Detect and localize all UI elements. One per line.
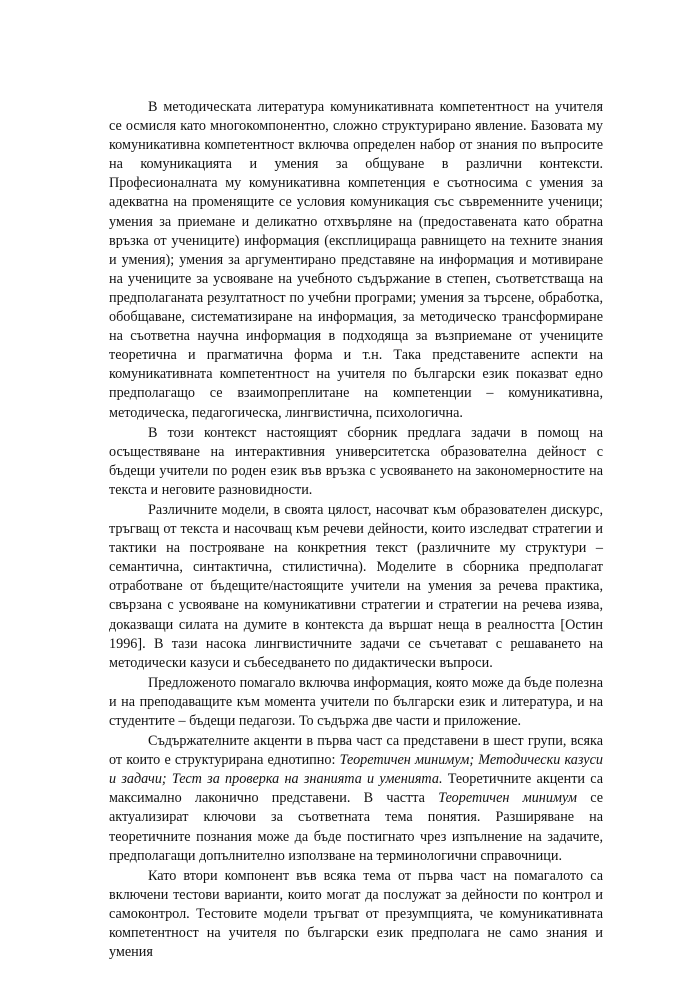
italic-text-run: Теоретичен минимум (438, 790, 577, 807)
text-run: Теоретичните акценти са максимално лаконично представени. В частта (109, 771, 604, 807)
paragraph (109, 501, 603, 673)
text-run: В този контекст настоящият сборник предлага задачи в помощ на осъществяване на интерактивния университетска образователна дейност с бъдещи учители по роден език във връзка с усвояването на закономерностите на текста и неговите разновидности. (109, 424, 603, 498)
text-run: Като втори компонент във всяка тема от първа част на помагалото са включени тестови варианти, които могат да послужат за дейности по контрол и самоконтрол. Тестовите модели тръгват от презумпцията, че комуникативната компетентност на учителя по български език предполага не само знания и умения (109, 867, 603, 961)
paragraph (109, 674, 603, 731)
paragraph (109, 98, 603, 423)
paragraph (109, 424, 603, 500)
italic-text-run: Теоретичен минимум; Методически казуси и задачи; Тест за проверка на знанията и уменията. (109, 752, 603, 788)
text-run: се актуализират ключови за съответната тема понятия. Разширяване на теоретичните познания може да бъде постигнато чрез изпълнение на задачите, предполагащи допълнително използване на терминологични справочници. (109, 790, 603, 864)
body-text (109, 98, 603, 962)
text-run: Съдържателните акценти в първа част са представени в шест групи, всяка от които е структурирана еднотипно: (109, 733, 603, 769)
paragraph (109, 732, 603, 866)
text-run: В методическата литература комуникативната компетентност на учителя се осмисля като многокомпонентно, сложно структурирано явление. Базовата му комуникативна компетентност включва определен набор от знания по въпросите на комуникацията и умения за общуване в различни контексти. Професионалната му комуникативна компетенция е съотносима с умения за адекватна на променящите се условия комуникация със съвременните ученици; умения за приемане и деликатно отхвърляне на (предоставената като обратна връзка от учениците) информация (експлицираща равнището на техните знания и умения); умения за аргументирано представяне на информация и мотивиране на учениците за усвояване на учебното съдържание в степен, съответстваща на предполаганата резултатност по учебни програми; умения за търсене, обработка, обобщаване, систематизиране на информация, за методическо трансформиране на съответна научна информация в подходяща за възприемане от учениците теоретична и прагматична форма и т.н. Така представените аспекти на комуникативната компетентност на учителя по български език показват едно предполагащо се взаимопреплитане на компетенции – комуникативна, методическа, педагогическа, лингвистична, психологична. (109, 99, 603, 421)
text-run: Различните модели, в своята цялост, насочват към образователен дискурс, тръгващ от текста и насочващ към речеви дейности, които изследват стратегии и тактики на построяване на конкретния текст (различните му структури – семантична, синтактична, стилистична). Моделите в сборника предполагат отработване от бъдещите/настоящите учители на умения за речева практика, свързана с усвояване на комуникативни стратегии и стратегии на речева изява, доказващи силата на думите в контекста да вършат неща в реалността [Остин 1996]. В тази насока лингвистичните задачи се съчетават с решаването на методически казуси и събеседването по дидактически въпроси. (109, 501, 603, 671)
paragraph (109, 867, 603, 962)
text-run: Предложеното помагало включва информация, която може да бъде полезна и на преподаващите към момента учители по български език и литература, и на студентите – бъдещи педагози. То съдържа две части и приложение. (109, 674, 603, 729)
